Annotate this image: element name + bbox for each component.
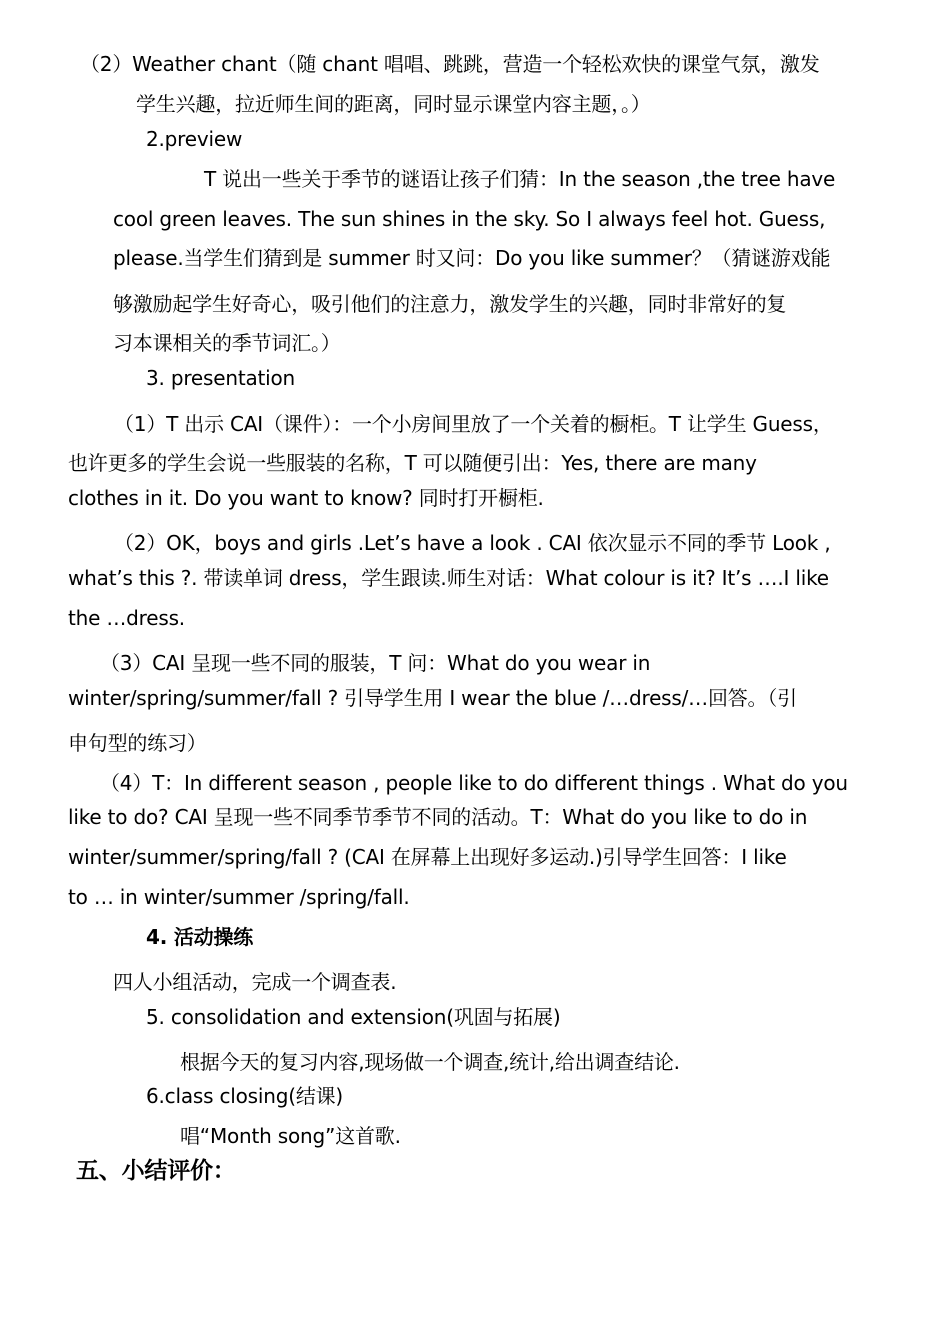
text-line-8: 习本课相关的季节词汇。） (113, 331, 341, 355)
text-line-15: the …dress. (68, 606, 185, 630)
text-line-17: winter/spring/summer/fall ? 引导学生用 I wear the blue /…dress/…回答。（引 (68, 686, 797, 710)
text-line-22: to … in winter/summer /spring/fall. (68, 885, 410, 909)
section-heading-summary: 五、小结评价： (76, 1158, 236, 1184)
text-line-2: 学生兴趣，拉近师生间的距离，同时显示课堂内容主题，。） (136, 92, 651, 116)
text-line-11: 也许更多的学生会说一些服装的名称，T 可以随便引出：Yes, there are many (68, 451, 757, 475)
text-line-26: 根据今天的复习内容,现场做一个调查,统计,给出调查结论. (180, 1050, 680, 1074)
text-line-24: 四人小组活动，完成一个调查表. (113, 970, 397, 994)
section-heading-closing: 6.class closing(结课) (146, 1084, 344, 1108)
text-line-4: T 说出一些关于季节的谜语让孩子们猜：In the season ,the tree have (204, 167, 836, 191)
text-line-12: clothes in it. Do you want to know? 同时打开橱柜. (68, 486, 544, 510)
text-line-13: （2）OK，boys and girls .Let’s have a look . CAI 依次显示不同的季节 Look , (114, 531, 831, 555)
text-line-28: 唱“Month song”这首歌. (180, 1124, 401, 1148)
text-line-5: cool green leaves. The sun shines in the sky. So I always feel hot. Guess, (113, 207, 826, 231)
section-heading-consolidation: 5. consolidation and extension(巩固与拓展) (146, 1005, 561, 1029)
text-line-18: 申句型的练习） (68, 731, 207, 755)
section-heading-preview: 2.preview (146, 127, 243, 151)
text-line-20: like to do? CAI 呈现一些不同季节季节不同的活动。T：What do you like to do in (68, 805, 808, 829)
text-line-6: please.当学生们猜到是 summer 时又问：Do you like summer？（猜谜游戏能 (113, 246, 831, 270)
text-line-21: winter/summer/spring/fall ? (CAI 在屏幕上出现好多运动.)引导学生回答：I like (68, 845, 787, 869)
section-heading-activity: 4. 活动操练 (146, 925, 254, 949)
text-line-16: （3）CAI 呈现一些不同的服装，T 问：What do you wear in (100, 651, 651, 675)
text-line-7: 够激励起学生好奇心，吸引他们的注意力，激发学生的兴趣，同时非常好的复 (113, 292, 787, 316)
text-line-1: （2）Weather chant（随 chant 唱唱、跳跳，营造一个轻松欢快的课堂气氛，激发 (80, 52, 820, 76)
text-line-10: （1）T 出示 CAI（课件）：一个小房间里放了一个关着的橱柜。T 让学生 Guess， (114, 412, 833, 436)
section-heading-presentation: 3. presentation (146, 366, 296, 390)
text-line-19: （4）T：In different season , people like to do different things . What do you (100, 771, 848, 795)
text-line-14: what’s this ?. 带读单词 dress，学生跟读.师生对话：What colour is it? It’s ….I like (68, 566, 829, 590)
